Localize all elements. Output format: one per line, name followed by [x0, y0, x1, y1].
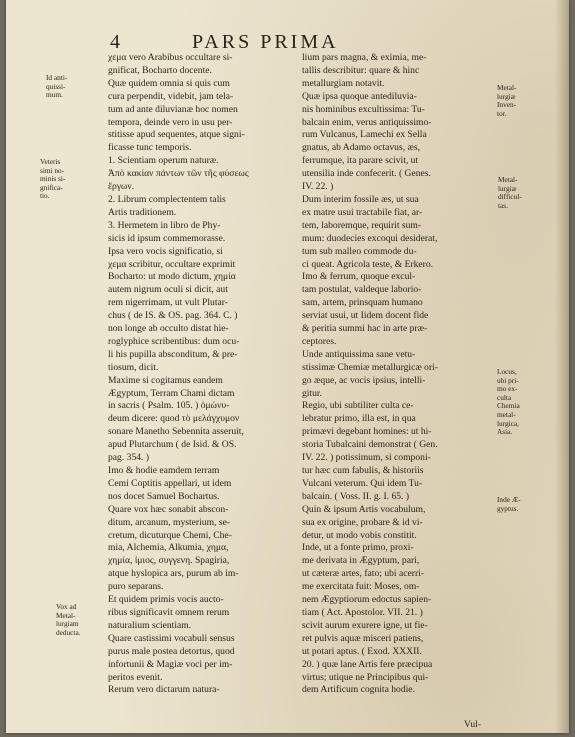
- text-line: tempora, deinde vero in usu per-: [108, 116, 233, 128]
- text-line: storia Tubalcaini demonstrat ( Gen.: [302, 439, 438, 451]
- margin-note-line: lurgiæ: [497, 91, 516, 101]
- text-line: dem Artificum cognita hodie.: [302, 684, 415, 696]
- text-line: me exercitata fuit: Moses, om-: [302, 581, 420, 593]
- margin-note-line: Id anti-: [46, 73, 68, 82]
- text-line: roglyphice scribentibus: dum ocu-: [108, 335, 240, 347]
- text-line: sam, artem, prinsquam humano: [302, 297, 423, 309]
- text-line: mia, Alchemia, Alkumia, χημα,: [108, 542, 229, 554]
- text-line: infortunii & Magiæ voci per im-: [108, 658, 233, 670]
- text-line: gnatus, ab Adamo octavus, æs,: [302, 142, 421, 154]
- text-line: Quin & ipsum Artis vocabulum,: [302, 503, 426, 515]
- text-line: Quæ quidem omnia si quis cum: [108, 77, 230, 89]
- text-line: IV. 22. ) potissimum, si componi-: [302, 452, 431, 464]
- margin-note-line: Asia.: [497, 427, 513, 437]
- text-line: tem, laboremque, requirit sum-: [302, 219, 422, 231]
- margin-note-inde-aegyptus: [497, 496, 521, 513]
- text-line: me derivata in Ægyptum, pari,: [302, 555, 420, 567]
- text-line: sonare Manetho Sebennita asseruit,: [108, 426, 244, 438]
- text-line: stitisse apud sequentes, atque signi-: [108, 129, 245, 141]
- margin-note-line: Metal-: [498, 175, 518, 184]
- margin-note-vox-ad-metallurgiam: [56, 603, 81, 637]
- text-line: tiosum, dicit.: [108, 361, 159, 373]
- margin-note-line: mo ex-: [497, 384, 518, 394]
- text-line: primævi degebant homines: ut hi-: [302, 426, 432, 438]
- margin-note-line: Inven-: [497, 100, 517, 110]
- text-line: χημία, ἰμιος, συγγενη. Spagiria,: [108, 555, 230, 567]
- text-line: Quare castissimi vocabuli sensus: [108, 632, 235, 644]
- binding-shadow: [555, 0, 569, 733]
- margin-note-metallurgiae-difficultas: [498, 176, 522, 210]
- running-head: PARS PRIMA: [192, 31, 339, 53]
- margin-note-line: tor.: [497, 108, 507, 118]
- margin-note-line: lurgica,: [497, 418, 519, 428]
- margin-note-line: Inde Æ-: [497, 495, 521, 504]
- text-line: peritos evenit.: [108, 671, 163, 683]
- text-line: gnificat, Bocharto docente.: [108, 64, 212, 76]
- margin-note-line: metal-: [497, 409, 516, 419]
- text-line: purus male postea detortus, quod: [108, 645, 235, 657]
- margin-note-line: Vox ad: [56, 602, 77, 611]
- text-line: tallis describitur: quare & hinc: [302, 64, 420, 76]
- text-line: Rerum vero dictarum natura-: [108, 684, 220, 696]
- text-line: Regio, ubi subtiliter culta ce-: [302, 400, 414, 412]
- text-line: Quare vox hæc sonabit abscon-: [108, 503, 229, 515]
- text-line: lium pars magna, & eximia, me-: [302, 52, 427, 63]
- text-line: autem nigrum oculi si dicit, aut: [108, 284, 228, 296]
- text-line: ut potari aptus. ( Exod. XXXII.: [302, 645, 422, 657]
- text-line: tum sub malleo commode du-: [302, 245, 417, 257]
- text-line: nem Ægyptiorum edoctus sapien-: [302, 594, 432, 606]
- margin-note-locus-ubi-primo: [497, 368, 520, 437]
- margin-note-line: difficul-: [498, 192, 522, 202]
- text-line: tur hæc cum fabulis, & historiis: [302, 465, 424, 476]
- text-line: 20. ) quæ lane Artis fere præcipua: [302, 658, 433, 670]
- margin-note-line: mum.: [46, 90, 63, 100]
- text-line: ci queat. Agricola teste, & Erkero.: [302, 258, 434, 270]
- text-line: nis hominibus excultissima: Tu-: [302, 103, 425, 115]
- text-line: non longe ab occulto distat hie-: [108, 323, 229, 335]
- text-line: chus ( de IS. & OS. pag. 364. C. ): [108, 310, 238, 322]
- text-line: Unde antiquissima sane vetu-: [302, 348, 416, 360]
- text-line: ἔργων.: [108, 181, 135, 193]
- text-line: Ἀπὸ κακίαν πάντων τῶν τῆς φύσεως: [108, 168, 249, 180]
- text-line: ceptores.: [302, 335, 337, 347]
- text-line: serviat usui, ut Iidem docent fide: [302, 310, 429, 322]
- margin-note-line: gyptus.: [497, 503, 519, 513]
- text-line: ret pulvis aquæ misceri patiens,: [302, 632, 424, 644]
- text-line: Ipsa vero vocis significatio, si: [108, 245, 223, 257]
- text-line: atque hyslopica ars, purum ab im-: [108, 568, 239, 580]
- text-line: sicis id ipsum commemorasse.: [108, 232, 226, 244]
- text-line: χεμα vero Arabibus occultare si-: [108, 52, 233, 63]
- margin-note-line: Metal-: [56, 610, 76, 620]
- margin-note-line: lurgiam: [56, 619, 79, 629]
- text-line: scivit aurum exurere igne, ut fie-: [302, 619, 428, 631]
- text-line: Ægyptum, Terram Chami dictam: [108, 387, 235, 399]
- text-line: Imo & hodie eamdem terram: [108, 465, 220, 476]
- text-line: in sacris ( Psalm. 105. ) ὁμώνυ-: [108, 400, 230, 412]
- text-line: metallurgiam notavit.: [302, 77, 385, 89]
- text-line: mum: duodecies excoqui desiderat,: [302, 232, 438, 244]
- text-line: stissimæ Chemiæ metallurgicæ ori-: [302, 361, 438, 373]
- text-line: IV. 22. ): [302, 181, 334, 193]
- margin-note-line: gnifica-: [40, 182, 63, 192]
- text-line: nos docet Samuel Bochartus.: [108, 490, 220, 502]
- margin-note-veteris-nominis: [40, 158, 65, 201]
- text-line: rum Vulcanus, Lamechi ex Sella: [302, 129, 427, 141]
- text-line: tiam ( Act. Apostolor. VII. 21. ): [302, 606, 423, 618]
- text-line: Vulcani veterum. Qui idem Tu-: [302, 477, 423, 489]
- margin-note-line: tio.: [40, 191, 50, 201]
- margin-note-line: Metal-: [497, 83, 517, 92]
- text-line: Cemi Coptitis appellari, ut idem: [108, 477, 232, 489]
- text-line: deum dicere: quod τὸ μελάγχυμον: [108, 413, 240, 425]
- text-line: tum ad ante diluvianæ hoc nomen: [108, 103, 238, 115]
- margin-note-line: Chemia: [497, 401, 520, 411]
- text-line: ut cæteræ artes, fato; ubi acerri-: [302, 568, 425, 580]
- margin-note-line: simi no-: [40, 165, 65, 175]
- margin-note-line: quissi-: [46, 81, 66, 91]
- text-line: apud Plutarchum ( de Isid. & OS.: [108, 439, 237, 451]
- text-line: sua ex origine, probare & id vi-: [302, 516, 423, 528]
- text-line: li his pupilla absconditum, & pre-: [108, 348, 238, 360]
- text-line: gitur.: [302, 387, 322, 399]
- text-line: 1. Scientiam operum naturæ.: [108, 155, 219, 167]
- margin-note-metallurgiae-inventor: [497, 84, 516, 118]
- margin-note-id-antiquissimum: [46, 74, 67, 100]
- text-line: tam postulat, valdeque laborio-: [302, 284, 422, 296]
- text-line: & peritia summi hac in arte præ-: [302, 323, 428, 335]
- margin-note-line: ubi pri-: [497, 375, 519, 385]
- margin-note-line: lurgiæ: [498, 183, 517, 193]
- margin-note-line: minis si-: [40, 174, 66, 184]
- text-line: balcain enim, verus antiquissimo-: [302, 116, 432, 128]
- right-text-column: [302, 52, 492, 697]
- text-line: 3. Hermetem in libro de Phy-: [108, 219, 221, 231]
- text-line: Maxime si cogitamus eandem: [108, 374, 223, 386]
- page-number: 4: [110, 31, 120, 53]
- text-line: virtus; utique ne Principibus qui-: [302, 671, 429, 683]
- text-line: Imo & ferrum, quoque excul-: [302, 271, 416, 283]
- left-text-column: [108, 52, 298, 697]
- text-line: ficasse tunc temporis.: [108, 142, 192, 154]
- text-line: Artis traditionem.: [108, 206, 177, 218]
- margin-note-line: culta: [497, 392, 512, 402]
- text-line: go æque, ac vocis ipsius, intelli-: [302, 374, 426, 386]
- text-line: Quæ ipsa quoque antediluvia-: [302, 90, 417, 102]
- text-line: Bocharto: ut modo dictum, χημία: [108, 271, 236, 283]
- text-line: rem nigerrimam, ut vult Plutar-: [108, 297, 228, 309]
- text-line: puro separans.: [108, 581, 164, 593]
- margin-note-line: deducta.: [56, 627, 81, 637]
- text-line: detur, ut modo vobis constitit.: [302, 529, 417, 541]
- text-line: naturalium scientiam.: [108, 619, 192, 631]
- text-line: utensilia inde confecerit. ( Genes.: [302, 168, 431, 180]
- margin-note-line: Locus,: [497, 367, 517, 376]
- text-line: lebratur primo, illa est, in qua: [302, 413, 416, 425]
- text-line: ferrumque, ita parare scivit, ut: [302, 155, 419, 167]
- text-line: Dum interim fossile æs, ut sua: [302, 193, 419, 205]
- text-line: Inde, ut a fonte primo, proxi-: [302, 542, 414, 554]
- text-line: cretum, dicuturque Chemi, Che-: [108, 529, 232, 541]
- book-page: [6, 0, 569, 733]
- catchword: Vul-: [464, 719, 482, 730]
- text-line: cura perpendit, videbit, jam tela-: [108, 90, 234, 102]
- text-line: Et quidem primis vocis aucto-: [108, 594, 224, 606]
- text-line: pag. 354. ): [108, 452, 150, 464]
- margin-note-line: Veteris: [40, 157, 61, 166]
- text-line: χεμα scribitur, occultare exprimit: [108, 258, 236, 270]
- text-line: ditum, arcanum, mysterium, se-: [108, 516, 231, 528]
- text-line: balcain. ( Voss. II. g. I. 65. ): [302, 490, 410, 502]
- text-line: ex matre usui tractabile fiat, ar-: [302, 206, 423, 218]
- text-line: ribus significavit omnem rerum: [108, 606, 230, 618]
- margin-note-line: tas.: [498, 200, 508, 210]
- text-line: 2. Librum complectentem talis: [108, 193, 226, 205]
